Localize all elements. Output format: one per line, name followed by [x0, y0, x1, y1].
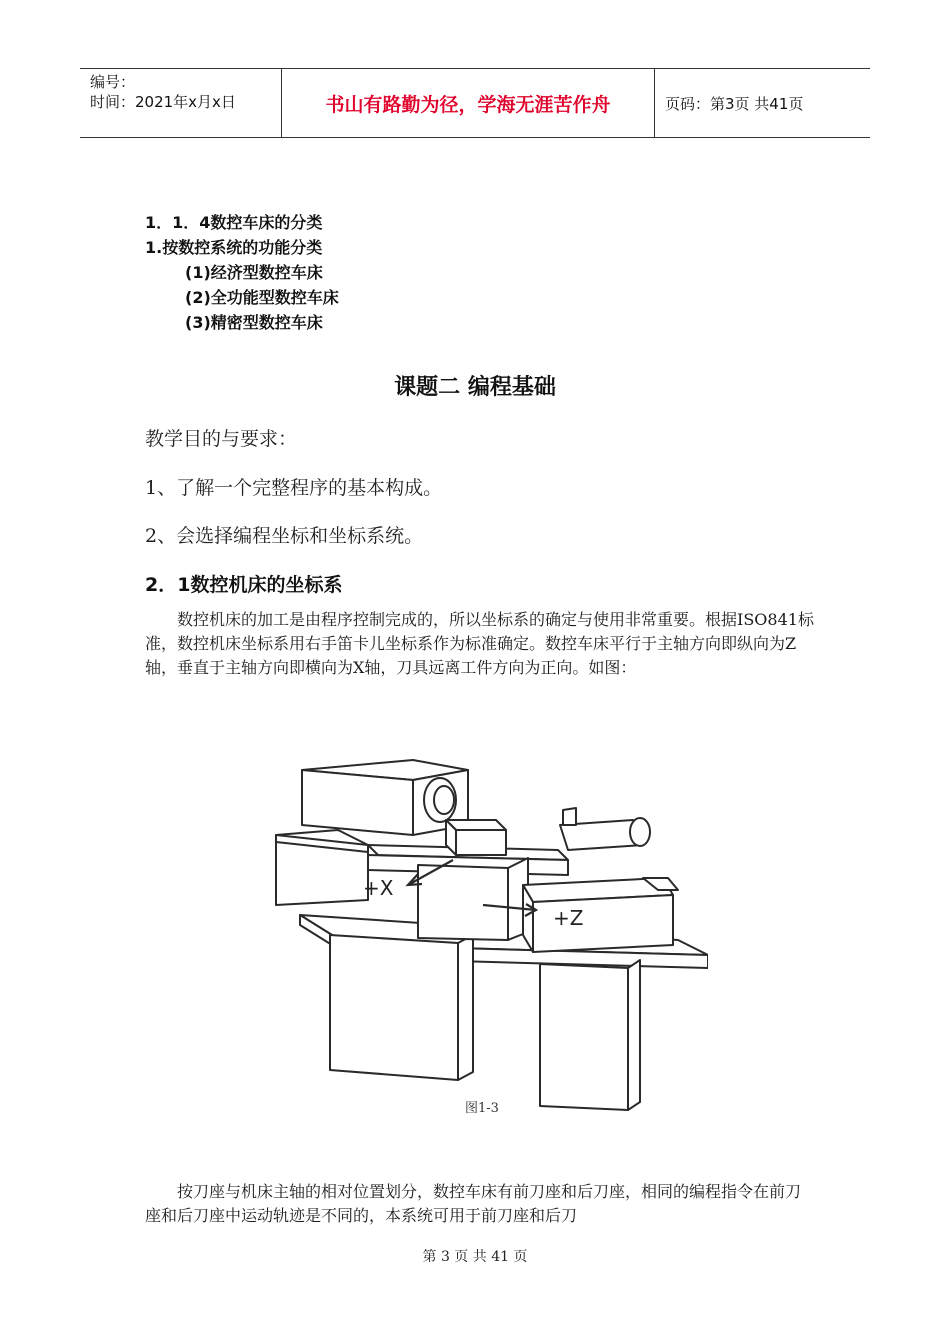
lathe-illustration — [268, 750, 708, 1130]
header-meta-cell — [80, 69, 282, 137]
objectives-heading: 教学目的与要求： — [145, 428, 298, 450]
toc-sub-2: (2)全功能型数控车床 — [185, 288, 339, 307]
header-number-label: 编号： — [90, 73, 136, 91]
page-footer: 第 3 页 共 41 页 — [422, 1249, 528, 1265]
chapter-title: 课题二 编程基础 — [394, 375, 556, 400]
paragraph-1-text: 数控机床的加工是由程序控制完成的，所以坐标系的确定与使用非常重要。根据ISO841标准，数控机床坐标系用右手笛卡儿坐标系作为标准确定。数控车床平行于主轴方向即纵向为Z轴，垂直于主轴方向即横向为X轴，刀具远离工件方向为正向。如图： — [145, 610, 814, 677]
objective-item-1: 1、了解一个完整程序的基本构成。 — [145, 477, 443, 499]
paragraph-2-text: 按刀座与机床主轴的相对位置划分，数控车床有前刀座和后刀座，相同的编程指令在前刀座和后刀座中运动轨迹是不同的，本系统可用于前刀座和后刀 — [145, 1182, 802, 1225]
page-header — [80, 68, 870, 138]
header-motto: 书山有路勤为径，学海无涯苦作舟 — [282, 69, 655, 137]
paragraph-coordinate-system — [145, 608, 815, 680]
lathe-figure — [268, 750, 708, 1130]
axis-label-x: +X — [363, 876, 394, 900]
header-page-info: 页码：第3页 共41页 — [665, 94, 804, 113]
axis-label-z: +Z — [553, 906, 584, 930]
toc-section: 1．1．4数控车床的分类 — [145, 213, 323, 232]
toc-sub-1: (1)经济型数控车床 — [185, 263, 323, 282]
header-date: 时间：2021年x月x日 — [90, 93, 236, 111]
toc-item-1: 1.按数控系统的功能分类 — [145, 238, 323, 257]
toc-sub-3: (3)精密型数控车床 — [185, 313, 323, 332]
section-heading: 2．1数控机床的坐标系 — [145, 574, 343, 596]
objective-item-2: 2、会选择编程坐标和坐标系统。 — [145, 525, 424, 547]
paragraph-tool-post — [145, 1180, 815, 1228]
figure-caption: 图1-3 — [465, 1101, 499, 1116]
